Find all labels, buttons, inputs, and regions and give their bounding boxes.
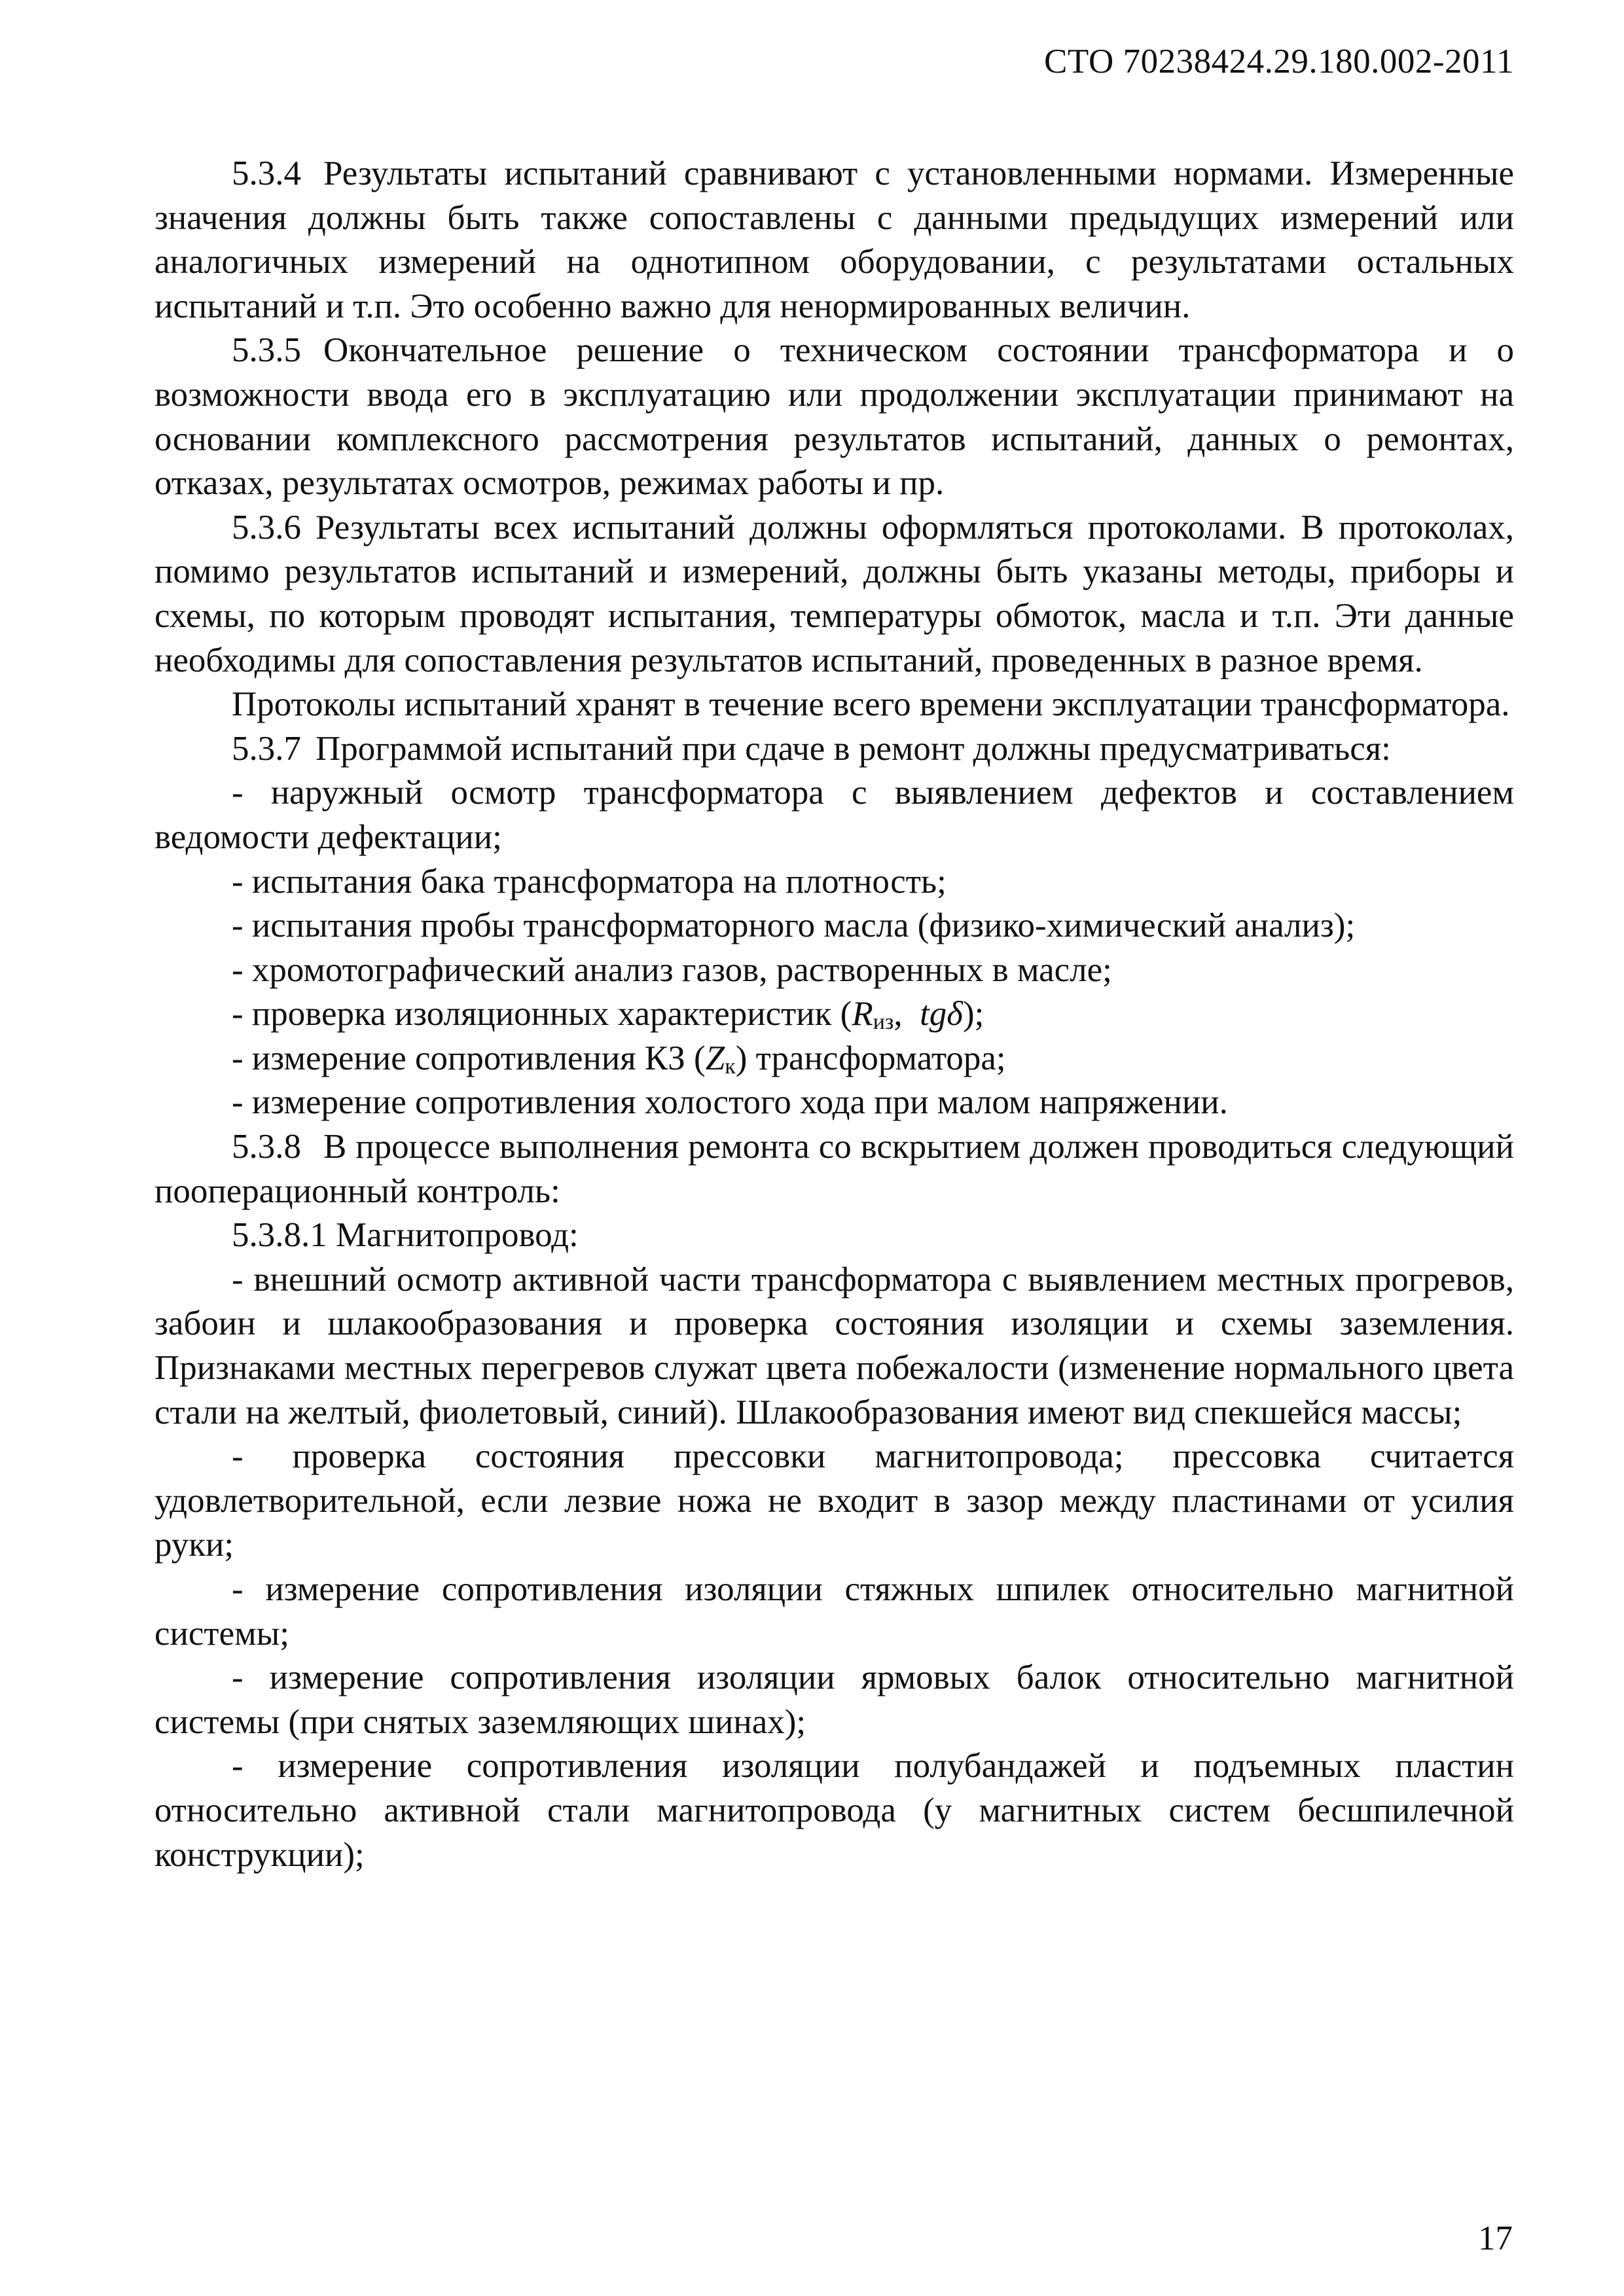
page-number: 17 (1478, 2219, 1513, 2257)
paragraph-5-3-4 (154, 152, 1514, 329)
list-item: - внешний осмотр активной части трансформатора с выявлением местных прогревов, забоин и шлакообразования и проверка состояния изоляции и схемы заземления. Признаками местных перегревов служат цвета побежалости (изменение нормального цвета стали на желтый, фиолетовый, синий). Шлакообразования имеют вид спекшейся массы; (154, 1260, 1514, 1431)
document-body (154, 152, 1514, 1877)
list-item-insulation-characteristics: - проверка изоляционных характеристик ($R_{из}$, tgδ); (232, 995, 984, 1035)
resistance-subscript: из (873, 1010, 894, 1035)
list-item: - проверка состояния прессовки магнитопровода; прессовка считается удовлетворительной, если лезвие ножа не входит в зазор между пластинами от усилия руки; (154, 1437, 1514, 1564)
impedance-subscript: к (725, 1054, 736, 1079)
document-code-header: СТО 70238424.29.180.002-2011 (1044, 43, 1514, 81)
list-item: - измерение сопротивления изоляции ярмовых балок относительно магнитной системы (при снятых заземляющих шинах); (154, 1659, 1514, 1741)
clause-number: 5.3.4 (232, 154, 301, 192)
paragraph-protocols-storage (154, 683, 1514, 727)
impedance-symbol: Z (705, 1039, 725, 1077)
paragraph-5-3-8 (154, 1125, 1514, 1213)
paragraph-text: Протоколы испытаний хранят в течение всего времени эксплуатации трансформатора. (232, 685, 1510, 724)
list-item: - измерение сопротивления изоляции стяжных шпилек относительно магнитной системы; (154, 1570, 1514, 1653)
list-item: - хромотографический анализ газов, растворенных в масле; (232, 950, 1112, 989)
paragraph-text: Программой испытаний при сдаче в ремонт должны предусматриваться: (316, 729, 1391, 768)
paragraph-5-3-6 (154, 506, 1514, 683)
list-item: - наружный осмотр трансформатора с выявлением дефектов и составлением ведомости дефектации; (154, 774, 1514, 856)
clause-number: 5.3.6 (232, 508, 301, 547)
resistance-symbol: R (852, 995, 873, 1033)
list-item-short-circuit-impedance: - измерение сопротивления КЗ $(Z_к)$ трансформатора; (232, 1039, 1006, 1079)
paragraph-text: Результаты всех испытаний должны оформляться протоколами. В протоколах, помимо результатов испытаний и измерений, должны быть указаны методы, приборы и схемы, по которым проводят испытания, температуры обмоток, масла и т.п. Эти данные необходимы для сопоставления результатов испытаний, проведенных в разное время. (154, 508, 1514, 679)
paragraph-5-3-5 (154, 329, 1514, 505)
clause-number: 5.3.7 (232, 729, 301, 768)
paragraph-text: Результаты испытаний сравнивают с установленными нормами. Измеренные значения должны быть также сопоставлены с данными предыдущих измерений или аналогичных измерений на однотипном оборудовании, с результатами остальных испытаний и т.п. Это особенно важно для ненормированных величин. (154, 154, 1514, 325)
list-item: - измерение сопротивления холостого хода при малом напряжении. (232, 1083, 1228, 1122)
clause-number: 5.3.8 (232, 1128, 301, 1166)
list-item: - испытания пробы трансформаторного масла (физико-химический анализ); (232, 906, 1356, 945)
paragraph-5-3-8-1: 5.3.8.1 Магнитопровод: (232, 1216, 579, 1255)
paragraph-text: В процессе выполнения ремонта со вскрытием должен проводиться следующий пооперационный контроль: (154, 1128, 1514, 1210)
list-item: - измерение сопротивления изоляции полубандажей и подъемных пластин относительно активной стали магнитопровода (у магнитных систем бесшпилечной конструкции); (154, 1747, 1514, 1874)
clause-number: 5.3.5 (232, 331, 301, 370)
paragraph-text: Окончательное решение о техническом состоянии трансформатора и о возможности ввода его в эксплуатацию или продолжении эксплуатации принимают на основании комплексного рассмотрения результатов испытаний, данных о ремонтах, отказах, результатах осмотров, режимах работы и пр. (154, 331, 1514, 503)
tg-delta-symbol: tgδ (920, 995, 963, 1033)
list-item: - испытания бака трансформатора на плотность; (232, 862, 947, 901)
paragraph-5-3-7 (154, 727, 1514, 772)
